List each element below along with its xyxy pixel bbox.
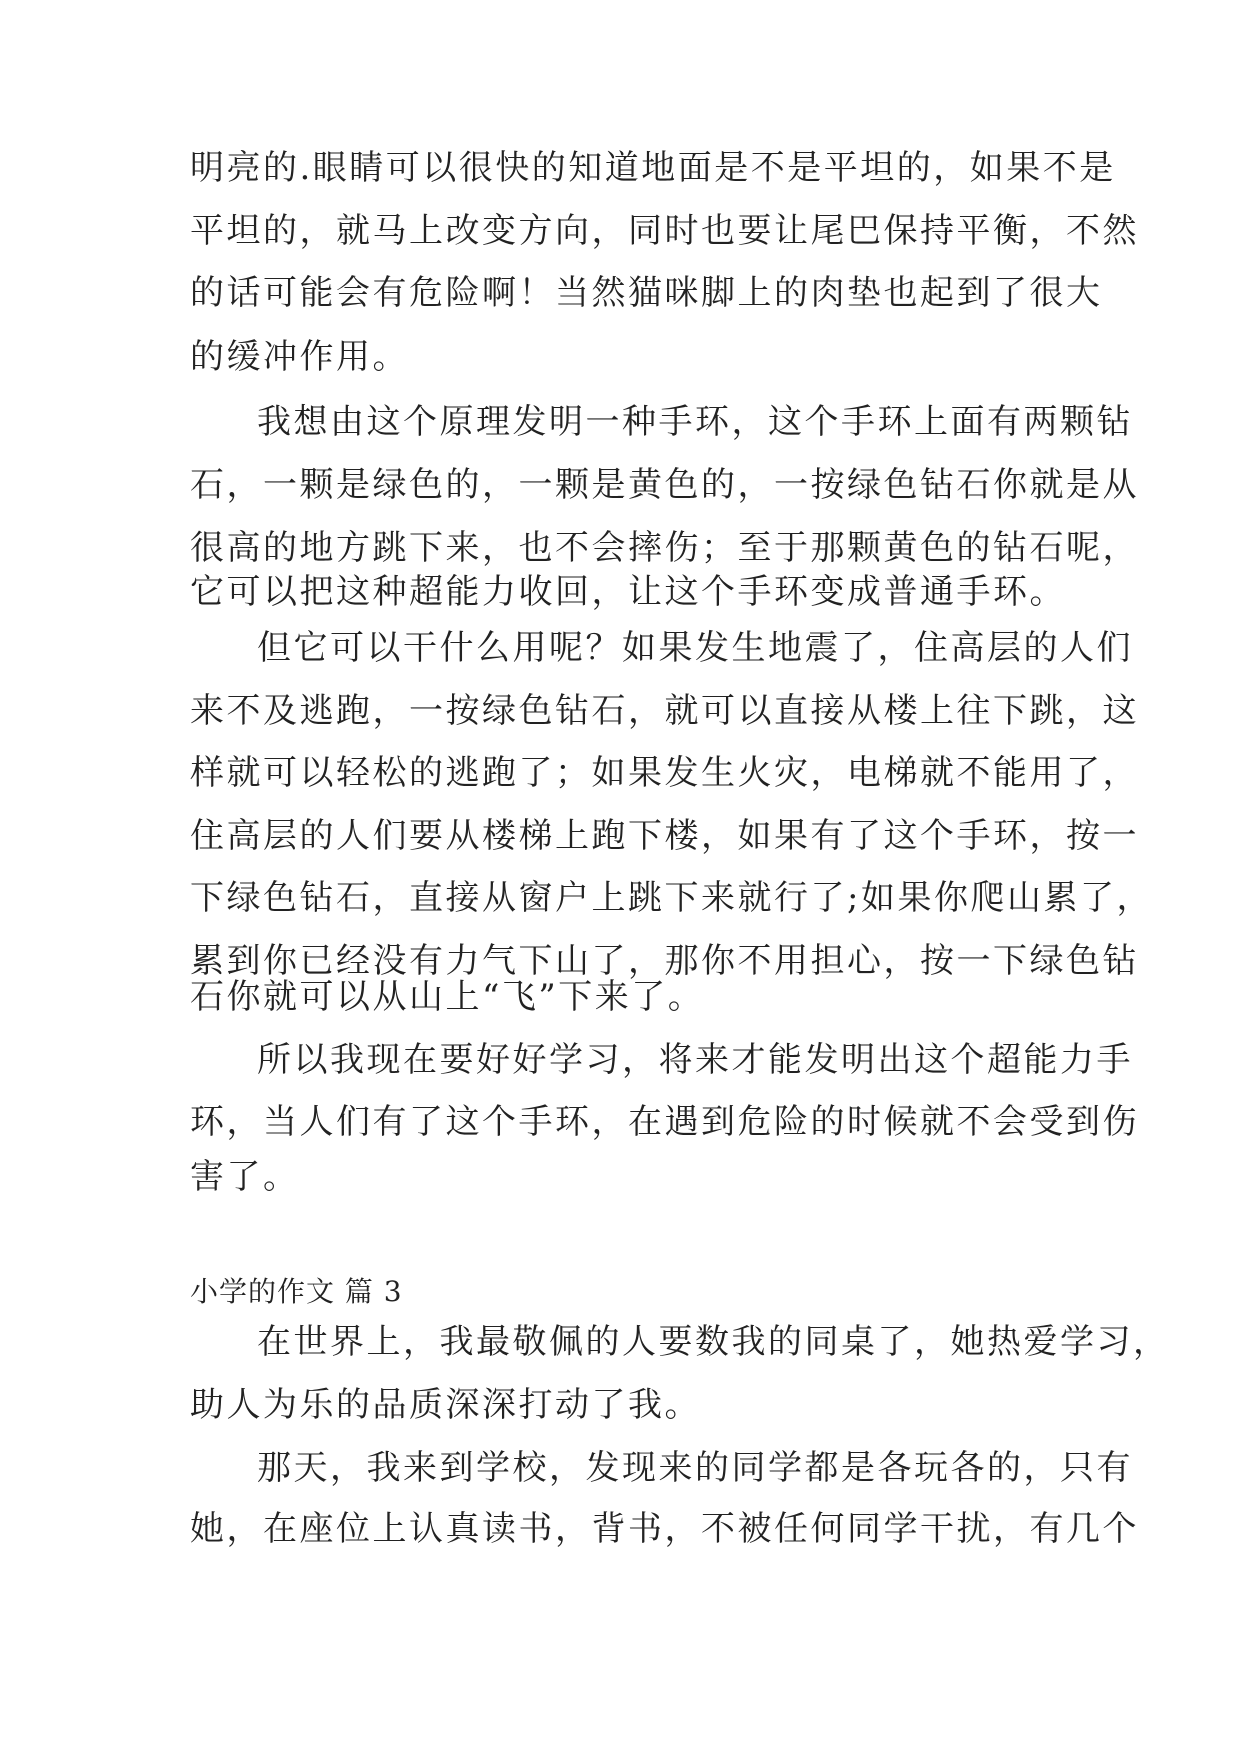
paragraph-line: 累到你已经没有力气下山了，那你不用担心，按一下绿色钻: [190, 941, 1139, 981]
paragraph-line: 下绿色钻石，直接从窗户上跳下来就行了;如果你爬山累了，: [190, 878, 1153, 918]
paragraph-line: 明亮的.眼睛可以很快的知道地面是不是平坦的，如果不是: [190, 148, 1116, 188]
paragraph-line: 所以我现在要好好学习，将来才能发明出这个超能力手: [257, 1040, 1133, 1080]
paragraph-line: 很高的地方跳下来，也不会摔伤；至于那颗黄色的钻石呢，: [190, 528, 1139, 568]
paragraph-line: 的缓冲作用。: [190, 337, 409, 377]
paragraph-line: 害了。: [190, 1157, 300, 1197]
paragraph-line: 样就可以轻松的逃跑了；如果发生火灾，电梯就不能用了，: [190, 753, 1139, 793]
paragraph-line: 石你就可以从山上“飞”下来了。: [190, 977, 705, 1017]
paragraph-line: 住高层的人们要从楼梯上跑下楼，如果有了这个手环，按一: [190, 816, 1139, 856]
section-heading: 小学的作文 篇 3: [190, 1275, 403, 1308]
paragraph-line: 在世界上，我最敬佩的人要数我的同桌了，她热爱学习，: [257, 1322, 1170, 1362]
paragraph-line: 我想由这个原理发明一种手环，这个手环上面有两颗钻: [257, 402, 1133, 442]
paragraph-line: 她，在座位上认真读书，背书，不被任何同学干扰，有几个: [190, 1509, 1139, 1549]
paragraph-line: 来不及逃跑，一按绿色钻石，就可以直接从楼上往下跳，这: [190, 691, 1139, 731]
paragraph-line: 环，当人们有了这个手环，在遇到危险的时候就不会受到伤: [190, 1102, 1139, 1142]
paragraph-line: 助人为乐的品质深深打动了我。: [190, 1385, 701, 1425]
paragraph-line: 它可以把这种超能力收回，让这个手环变成普通手环。: [190, 572, 1066, 612]
paragraph-line: 石，一颗是绿色的，一颗是黄色的，一按绿色钻石你就是从: [190, 465, 1139, 505]
paragraph-line: 的话可能会有危险啊！当然猫咪脚上的肉垫也起到了很大: [190, 273, 1103, 313]
paragraph-line: 但它可以干什么用呢？如果发生地震了，住高层的人们: [257, 628, 1133, 668]
paragraph-line: 平坦的，就马上改变方向，同时也要让尾巴保持平衡，不然: [190, 211, 1139, 251]
paragraph-line: 那天，我来到学校，发现来的同学都是各玩各的，只有: [257, 1448, 1133, 1488]
